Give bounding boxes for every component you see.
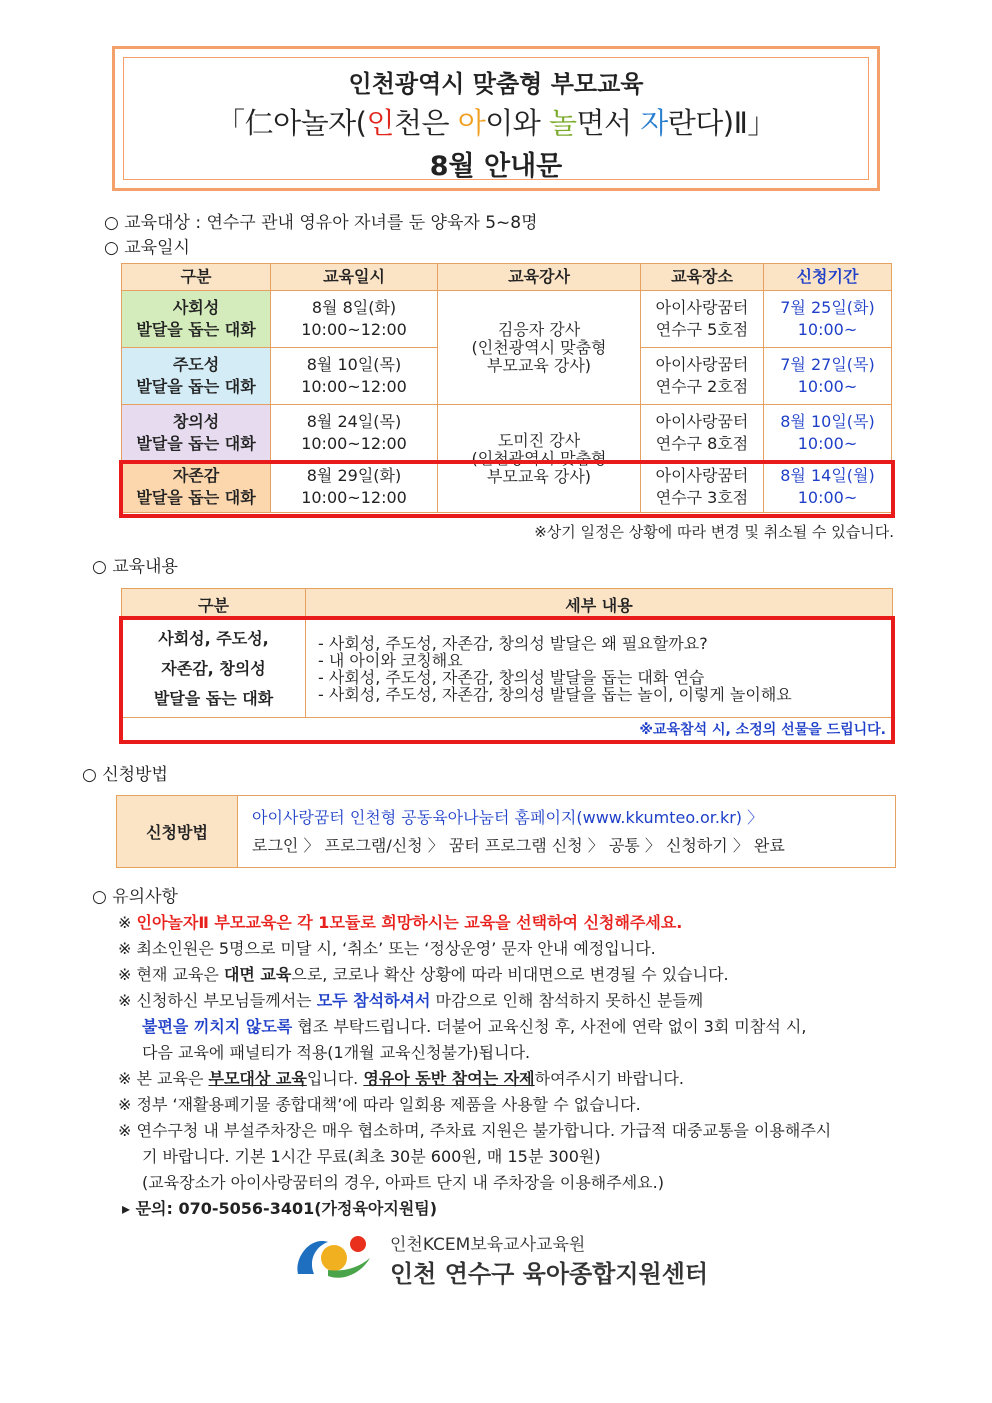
schedule-table [121,263,892,513]
apply-path: 로그인 〉 프로그램/신청 〉 꿈터 프로그램 신청 〉 공통 〉 신청하기 〉 완료 [252,835,785,855]
note-text: 협조 부탁드립니다. 더불어 교육신청 후, 사전에 연락 없이 3회 미참석 시, [292,1017,807,1036]
cat-sub: 발달을 돕는 대화 [136,377,256,396]
apply-date: 8월 10일(목) [780,411,875,431]
title-part: 천은 [393,106,458,140]
note-mark: ※ [118,1095,132,1114]
place: 아이사랑꿈터 [655,411,749,431]
row-place [641,405,764,461]
apply-table [116,795,896,868]
note-text: 신청하신 부모님들께서는 [136,991,317,1010]
content-item: - 사회성, 주도성, 자존감, 창의성 발달은 왜 필요할까요? [318,633,708,653]
note-mark: ※ [118,1121,132,1140]
th-content-detail: 세부 내용 [306,589,893,620]
row-instructor [438,405,641,513]
note-item [118,910,682,936]
target-line: ○ 교육대상 : 연수구 관내 영유아 자녀를 둔 양육자 5~8명 [104,213,538,233]
note-emph: 모두 참석하셔서 [316,991,431,1010]
note-item [118,936,656,962]
row-place [641,461,764,513]
content-table [121,588,893,741]
content-item: - 사회성, 주도성, 자존감, 창의성 발달을 돕는 대화 연습 [318,667,705,687]
note-item [118,962,729,988]
cat-sub: 발달을 돕는 대화 [136,320,256,339]
instructor-role: 부모교육 강사) [486,355,592,375]
note-cont: 기 바랍니다. 기본 1시간 무료(최초 30분 600원, 매 15분 300원) [142,1147,601,1166]
time: 10:00~12:00 [301,433,407,453]
instructor-role: 부모교육 강사) [486,466,592,486]
note-cont: (교육장소가 아이사랑꿈터의 경우, 아파트 단지 내 주차장을 이용해주세요.) [142,1173,664,1192]
note-cont [142,1014,806,1040]
apply-date: 7월 25일(화) [780,298,875,317]
cat-sub: 발달을 돕는 대화 [136,487,256,507]
row-datetime [271,461,438,513]
row-place [641,348,764,405]
date: 8월 8일(화) [311,298,397,317]
title-part: 놀 [548,106,577,140]
note-text: 본 교육은 [136,1069,209,1088]
place: 아이사랑꿈터 [655,298,749,317]
title-part: 면서 [576,106,641,140]
content-item: - 사회성, 주도성, 자존감, 창의성 발달을 돕는 놀이, 이렇게 놀이해요 [318,684,792,704]
note-item [118,1092,641,1118]
note-text: 연수구청 내 부설주차장은 매우 협소하며, 주차료 지원은 불가합니다. 가급적 대중교통을 이용해주시 [136,1121,832,1140]
row-instructor [438,291,641,405]
contact-line: ▸ 문의: 070-5056-3401(가정육아지원팀) [122,1199,438,1218]
title-line3: 8월 안내문 [429,151,563,182]
title-part: 인 [366,106,394,140]
date: 8월 24일(목) [306,411,402,431]
instructor-org: (인천광역시 맞춤형 [471,337,607,357]
title-part: 란다)Ⅱ」 [667,106,776,140]
cat-line: 사회성, 주도성, [158,628,269,648]
logo-line2: 인천 연수구 육아종합지원센터 [390,1260,709,1288]
notes-heading: ○ 유의사항 [92,887,178,907]
note-emph: 불편을 끼치지 않도록 [142,1017,293,1036]
instructor-name: 도미진 강사 [497,430,581,450]
apply-heading: ○ 신청방법 [82,765,168,785]
instructor-name: 김응자 강사 [497,319,581,339]
th-instructor: 교육강사 [438,264,641,291]
content-item: - 내 아이와 코칭해요 [318,650,463,670]
row-apply [764,405,892,461]
apply-time: 10:00~ [797,433,858,453]
cat-line: 자존감, 창의성 [161,658,266,678]
note-mark: ※ [118,991,132,1010]
time: 10:00~12:00 [301,487,407,507]
apply-time: 10:00~ [797,320,858,339]
cat-title: 자존감 [172,465,220,485]
schedule-footnote: ※상기 일정은 상황에 따라 변경 및 취소될 수 있습니다. [534,523,894,541]
instructor-org: (인천광역시 맞춤형 [471,448,607,468]
title-part: 자 [640,106,668,140]
apply-time: 10:00~ [797,377,858,396]
title-part: 이와 [485,106,549,140]
note-text: 입니다. [306,1069,364,1088]
apply-link[interactable]: 아이사랑꿈터 인천형 공동육아나눔터 홈페이지(www.kkumteo.or.kr) 〉 [252,807,764,827]
row-category [122,405,271,461]
row-datetime [271,291,438,348]
branch: 연수구 2호점 [655,377,749,396]
note-item [118,1118,831,1144]
note-text: 마감으로 인해 참석하지 못하신 분들께 [430,991,704,1010]
row-place [641,291,764,348]
row-category [122,348,271,405]
note-emph: 영유아 동반 참여는 자제 [363,1069,535,1088]
title-line2 [124,101,868,142]
row-datetime [271,348,438,405]
cat-title: 창의성 [172,411,220,431]
date: 8월 29일(화) [306,465,402,485]
note-emph: 대면 교육 [223,965,292,984]
cat-title: 사회성 [172,298,220,317]
note-mark: ※ [118,939,132,958]
cat-title: 주도성 [172,355,220,374]
row-apply [764,461,892,513]
note-item [118,988,703,1014]
th-content-category: 구분 [122,589,306,620]
note-mark: ※ [118,913,132,932]
schedule-heading: ○ 교육일시 [104,238,190,258]
apply-date: 7월 27일(목) [780,355,875,374]
logo-line1: 인천KCEM보육교사교육원 [390,1235,586,1255]
row-category [122,291,271,348]
row-category [122,461,271,513]
note-mark: ※ [118,1069,132,1088]
cat-line: 발달을 돕는 대화 [153,688,274,708]
branch: 연수구 3호점 [655,487,749,507]
row-apply [764,291,892,348]
place: 아이사랑꿈터 [655,465,749,485]
date: 8월 10일(목) [306,355,402,374]
gift-note: ※교육참석 시, 소정의 선물을 드립니다. [122,718,893,741]
note-text: 인아놀자Ⅱ 부모교육은 각 1모듈로 희망하시는 교육을 선택하여 신청해주세요. [136,913,683,932]
content-detail [306,620,893,718]
note-emph: 부모대상 교육 [208,1069,307,1088]
apply-date: 8월 14일(월) [780,465,875,485]
note-text: 현재 교육은 [136,965,224,984]
cat-sub: 발달을 돕는 대화 [136,433,256,453]
note-item [118,1066,684,1092]
row-datetime [271,405,438,461]
title-box [112,46,880,191]
content-category [122,620,306,718]
th-category: 구분 [122,264,271,291]
th-datetime: 교육일시 [271,264,438,291]
apply-time: 10:00~ [797,487,858,507]
title-part: 아 [457,106,486,140]
content-heading: ○ 교육내용 [92,557,178,577]
time: 10:00~12:00 [301,320,407,339]
apply-steps [238,796,896,868]
note-text: 으로, 코로나 확산 상황에 따라 비대면으로 변경될 수 있습니다. [291,965,729,984]
place: 아이사랑꿈터 [655,355,749,374]
row-apply [764,348,892,405]
note-mark: ※ [118,965,132,984]
apply-label: 신청방법 [117,796,238,868]
th-apply: 신청기간 [764,264,892,291]
branch: 연수구 8호점 [655,433,749,453]
note-cont: 다음 교육에 패널티가 적용(1개월 교육신청불가)됩니다. [142,1043,531,1062]
center-logo-icon [292,1228,382,1284]
title-inner [123,57,869,180]
th-place: 교육장소 [641,264,764,291]
note-text: 하여주시기 바랍니다. [534,1069,684,1088]
title-line1: 인천광역시 맞춤형 부모교육 [348,70,644,98]
note-text: 정부 ‘재활용폐기물 종합대책’에 따라 일회용 제품을 사용할 수 없습니다. [136,1095,641,1114]
branch: 연수구 5호점 [655,320,749,339]
note-text: 최소인원은 5명으로 미달 시, ‘취소’ 또는 ‘정상운영’ 문자 안내 예정입니다. [136,939,656,958]
title-part: 「仁아놀자( [216,106,367,140]
time: 10:00~12:00 [301,377,407,396]
